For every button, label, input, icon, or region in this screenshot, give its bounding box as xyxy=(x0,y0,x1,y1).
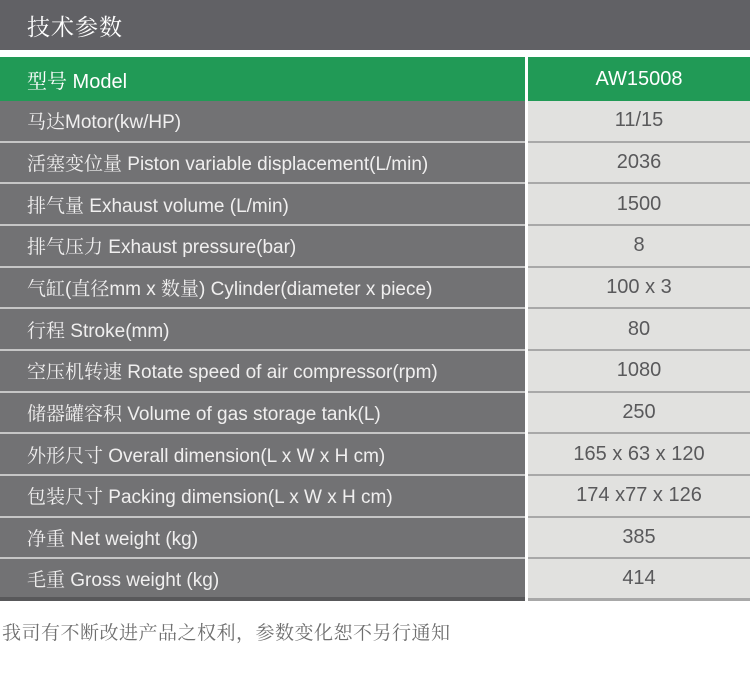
spec-value: 100 x 3 xyxy=(528,268,750,310)
table-header-row xyxy=(0,57,750,101)
table-row xyxy=(0,559,750,601)
title-table-gap xyxy=(0,50,750,57)
table-row xyxy=(0,393,750,435)
section-title-bar xyxy=(0,0,750,50)
page-title: 技术参数 xyxy=(27,13,123,40)
spec-label: 排气压力 Exhaust pressure(bar) xyxy=(0,226,525,268)
spec-label: 马达Motor(kw/HP) xyxy=(0,101,525,143)
model-header-label: 型号 Model xyxy=(0,57,525,101)
table-row xyxy=(0,476,750,518)
table-row xyxy=(0,309,750,351)
spec-value: 8 xyxy=(528,226,750,268)
spec-value: 250 xyxy=(528,393,750,435)
table-row xyxy=(0,226,750,268)
spec-label: 净重 Net weight (kg) xyxy=(0,518,525,560)
table-row xyxy=(0,101,750,143)
spec-label: 行程 Stroke(mm) xyxy=(0,309,525,351)
spec-label: 储器罐容积 Volume of gas storage tank(L) xyxy=(0,393,525,435)
spec-value: 80 xyxy=(528,309,750,351)
table-row xyxy=(0,351,750,393)
model-header-value: AW15008 xyxy=(528,57,750,101)
spec-label: 外形尺寸 Overall dimension(L x W x H cm) xyxy=(0,434,525,476)
spec-value: 385 xyxy=(528,518,750,560)
spec-value: 1080 xyxy=(528,351,750,393)
spec-label: 空压机转速 Rotate speed of air compressor(rpm) xyxy=(0,351,525,393)
spec-value: 165 x 63 x 120 xyxy=(528,434,750,476)
table-row xyxy=(0,268,750,310)
spec-label: 毛重 Gross weight (kg) xyxy=(0,559,525,601)
spec-label: 活塞变位量 Piston variable displacement(L/min) xyxy=(0,143,525,185)
spec-label: 排气量 Exhaust volume (L/min) xyxy=(0,184,525,226)
spec-value: 11/15 xyxy=(528,101,750,143)
spec-value: 2036 xyxy=(528,143,750,185)
spec-label: 包装尺寸 Packing dimension(L x W x H cm) xyxy=(0,476,525,518)
spec-value: 1500 xyxy=(528,184,750,226)
table-row xyxy=(0,143,750,185)
spec-label: 气缸(直径mm x 数量) Cylinder(diameter x piece) xyxy=(0,268,525,310)
spec-value: 174 x77 x 126 xyxy=(528,476,750,518)
disclaimer-text: 我司有不断改进产品之权利，参数变化恕不另行通知 xyxy=(2,622,451,644)
table-row xyxy=(0,184,750,226)
table-row xyxy=(0,434,750,476)
table-row xyxy=(0,518,750,560)
spec-value: 414 xyxy=(528,559,750,601)
spec-table xyxy=(0,57,750,601)
